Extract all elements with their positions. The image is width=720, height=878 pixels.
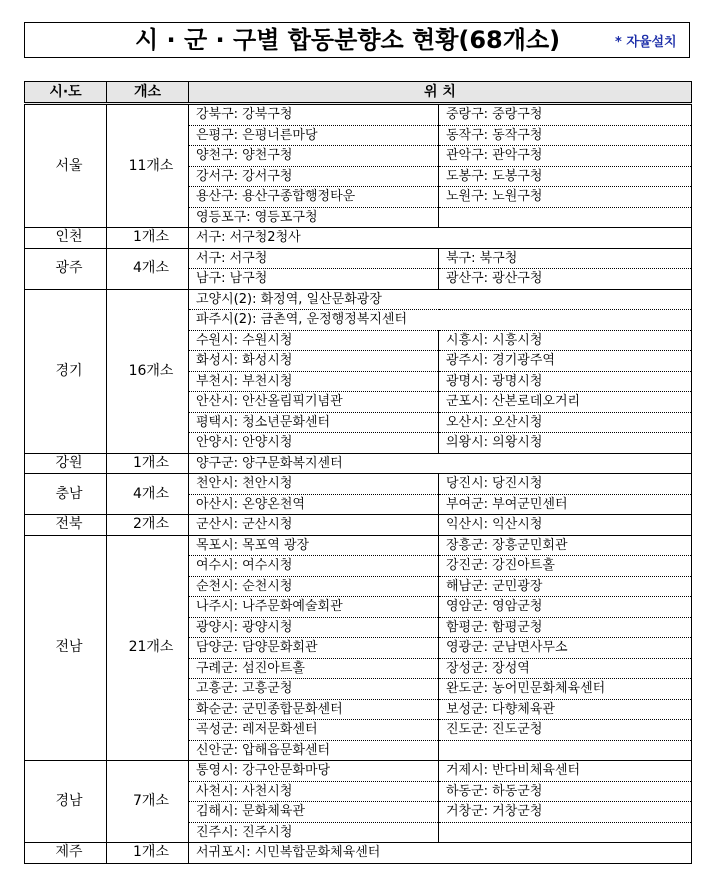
location-cell: 보성군: 다향체육관 <box>439 699 692 720</box>
location-cell: 진도군: 진도군청 <box>439 720 692 741</box>
location-cell: 광명시: 광명시청 <box>439 371 692 392</box>
location-cell: 양구군: 양구문화복지센터 <box>189 453 692 474</box>
location-cell: 완도군: 농어민문화체육센터 <box>439 679 692 700</box>
location-cell: 순천시: 순천시청 <box>189 576 439 597</box>
location-cell: 여수시: 여수시청 <box>189 556 439 577</box>
table-row <box>25 474 692 495</box>
location-cell: 거제시: 반다비체육센터 <box>439 761 692 782</box>
table-row <box>25 248 692 269</box>
region-cell: 제주 <box>25 843 107 864</box>
location-cell: 하동군: 하동군청 <box>439 781 692 802</box>
memorial-altar-table <box>24 81 692 864</box>
location-cell: 장흥군: 장흥군민회관 <box>439 535 692 556</box>
location-cell: 김해시: 문화체육관 <box>189 802 439 823</box>
header-region: 시·도 <box>25 82 107 104</box>
location-cell: 함평군: 함평군청 <box>439 617 692 638</box>
location-cell: 서귀포시: 시민복합문화체육센터 <box>189 843 692 864</box>
count-cell: 4개소 <box>107 474 189 515</box>
location-cell: 관악구: 관악구청 <box>439 146 692 167</box>
location-cell: 영암군: 영암군청 <box>439 597 692 618</box>
location-cell: 화순군: 군민종합문화센터 <box>189 699 439 720</box>
page-title: 시 · 군 · 구별 합동분향소 현황(68개소) <box>135 26 561 54</box>
location-cell: 용산구: 용산구종합행정타운 <box>189 187 439 208</box>
self-installed-note: * 자율설치 <box>615 35 677 50</box>
location-cell: 파주시(2): 금촌역, 운정행정복지센터 <box>189 310 692 331</box>
location-cell: 중랑구: 중랑구청 <box>439 104 692 126</box>
table-row <box>25 761 692 782</box>
location-cell: 해남군: 군민광장 <box>439 576 692 597</box>
region-cell: 광주 <box>25 248 107 289</box>
location-cell: 시흥시: 시흥시청 <box>439 330 692 351</box>
location-cell: 광양시: 광양시청 <box>189 617 439 638</box>
location-cell: 평택시: 청소년문화센터 <box>189 412 439 433</box>
location-cell: 북구: 북구청 <box>439 248 692 269</box>
table-row <box>25 453 692 474</box>
location-cell: 통영시: 강구안문화마당 <box>189 761 439 782</box>
location-cell: 의왕시: 의왕시청 <box>439 433 692 454</box>
location-cell: 강서구: 강서구청 <box>189 166 439 187</box>
count-cell: 11개소 <box>107 104 189 228</box>
header-location: 위 치 <box>189 82 692 104</box>
location-cell: 사천시: 사천시청 <box>189 781 439 802</box>
location-cell: 익산시: 익산시청 <box>439 515 692 536</box>
location-cell: 안산시: 안산올림픽기념관 <box>189 392 439 413</box>
location-cell: 은평구: 은평너른마당 <box>189 125 439 146</box>
region-cell: 경기 <box>25 289 107 453</box>
location-cell: 군산시: 군산시청 <box>189 515 439 536</box>
location-cell: 수원시: 수원시청 <box>189 330 439 351</box>
location-cell: 구례군: 섬진아트홀 <box>189 658 439 679</box>
location-cell: 당진시: 당진시청 <box>439 474 692 495</box>
title-box <box>24 22 690 58</box>
location-cell: 고흥군: 고흥군청 <box>189 679 439 700</box>
table-body <box>25 104 692 864</box>
table-row <box>25 104 692 126</box>
location-cell: 부여군: 부여군민센터 <box>439 494 692 515</box>
location-cell: 광산구: 광산구청 <box>439 269 692 290</box>
location-cell: 양천구: 양천구청 <box>189 146 439 167</box>
table-row <box>25 289 692 310</box>
location-cell <box>439 822 692 843</box>
count-cell: 1개소 <box>107 228 189 249</box>
count-cell: 7개소 <box>107 761 189 843</box>
location-cell: 아산시: 온양온천역 <box>189 494 439 515</box>
region-cell: 인천 <box>25 228 107 249</box>
location-cell: 부천시: 부천시청 <box>189 371 439 392</box>
table-row <box>25 228 692 249</box>
location-cell: 영광군: 군남면사무소 <box>439 638 692 659</box>
location-cell: 서구: 서구청 <box>189 248 439 269</box>
region-cell: 전남 <box>25 535 107 761</box>
header-count: 개소 <box>107 82 189 104</box>
location-cell: 화성시: 화성시청 <box>189 351 439 372</box>
location-cell: 진주시: 진주시청 <box>189 822 439 843</box>
location-cell: 도봉구: 도봉구청 <box>439 166 692 187</box>
table-row <box>25 515 692 536</box>
location-cell: 오산시: 오산시청 <box>439 412 692 433</box>
location-cell: 장성군: 장성역 <box>439 658 692 679</box>
location-cell: 군포시: 산본로데오거리 <box>439 392 692 413</box>
table-header-row <box>25 82 692 104</box>
location-cell <box>439 207 692 228</box>
location-cell: 목포시: 목포역 광장 <box>189 535 439 556</box>
location-cell: 고양시(2): 화정역, 일산문화광장 <box>189 289 692 310</box>
table-row <box>25 843 692 864</box>
count-cell: 2개소 <box>107 515 189 536</box>
location-cell: 광주시: 경기광주역 <box>439 351 692 372</box>
count-cell: 21개소 <box>107 535 189 761</box>
location-cell: 영등포구: 영등포구청 <box>189 207 439 228</box>
count-cell: 1개소 <box>107 843 189 864</box>
location-cell: 나주시: 나주문화예술회관 <box>189 597 439 618</box>
count-cell: 1개소 <box>107 453 189 474</box>
location-cell: 담양군: 담양문화회관 <box>189 638 439 659</box>
count-cell: 16개소 <box>107 289 189 453</box>
location-cell: 서구: 서구청2청사 <box>189 228 692 249</box>
region-cell: 강원 <box>25 453 107 474</box>
location-cell: 거창군: 거창군청 <box>439 802 692 823</box>
region-cell: 경남 <box>25 761 107 843</box>
location-cell: 남구: 남구청 <box>189 269 439 290</box>
location-cell <box>439 740 692 761</box>
location-cell: 동작구: 동작구청 <box>439 125 692 146</box>
region-cell: 전북 <box>25 515 107 536</box>
location-cell: 강진군: 강진아트홀 <box>439 556 692 577</box>
location-cell: 곡성군: 레저문화센터 <box>189 720 439 741</box>
location-cell: 노원구: 노원구청 <box>439 187 692 208</box>
region-cell: 충남 <box>25 474 107 515</box>
region-cell: 서울 <box>25 104 107 228</box>
table-row <box>25 535 692 556</box>
count-cell: 4개소 <box>107 248 189 289</box>
location-cell: 신안군: 압해읍문화센터 <box>189 740 439 761</box>
location-cell: 강북구: 강북구청 <box>189 104 439 126</box>
location-cell: 안양시: 안양시청 <box>189 433 439 454</box>
location-cell: 천안시: 천안시청 <box>189 474 439 495</box>
